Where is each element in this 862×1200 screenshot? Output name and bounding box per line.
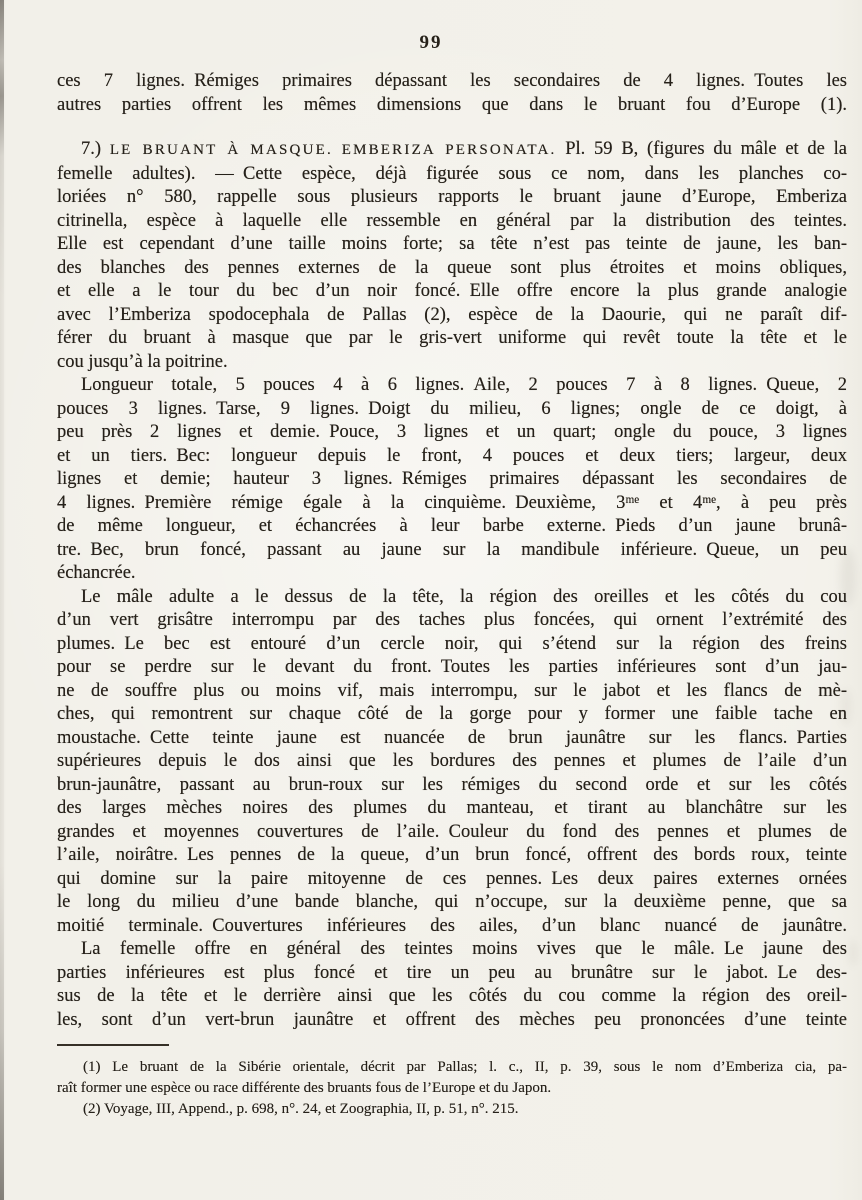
text-line: pouces 3 lignes. Tarse, 9 lignes. Doigt du milieu, 6 lignes; ongle de ce doigt, à — [57, 398, 847, 419]
measurements-paragraph — [57, 374, 847, 586]
text-line: tre. Bec, brun foncé, passant au jaune sur la mandibule inférieure. Queue, un peu — [57, 539, 847, 560]
text-line: (1) Le bruant de la Sibérie orientale, décrit par Pallas; l. c., II, p. 39, sous le nom d’Emberiza cia, pa- — [83, 1059, 847, 1075]
text-line: Longueur totale, 5 pouces 4 à 6 lignes. Aile, 2 pouces 7 à 8 lignes. Queue, 2 — [81, 375, 847, 395]
scan-edge-artifact — [0, 0, 4, 1200]
text-line: et elle a le tour du bec d’un noir foncé. Elle offre encore la plus grande analogie — [57, 281, 847, 301]
paragraph-continuation — [57, 70, 847, 117]
section-heading-rest: Pl. 59 B, (figures du mâle et de la — [565, 139, 848, 159]
text-line: et un tiers. Bec: longueur depuis le front, 4 pouces et deux tiers; largeur, deux — [57, 445, 847, 466]
footnote-1 — [57, 1057, 847, 1099]
text-line: moustache. Cette teinte jaune est nuancée de brun jaunâtre sur les flancs. Parties — [57, 727, 847, 748]
text-line: avec l’Emberiza spodocephala de Pallas (2), espèce de la Daourie, qui ne paraît dif- — [57, 304, 847, 325]
text-line: le long du milieu d’une bande blanche, qui n’occupe, sur la deuxième penne, que sa — [57, 892, 847, 912]
text-line: des larges mèches noires des plumes du manteau, et tirant au blanchâtre sur les — [57, 798, 847, 818]
text-line: femelle adultes). — Cette espèce, déjà figurée sous ce nom, dans les planches co- — [57, 163, 847, 184]
page-number: 99 — [419, 32, 443, 53]
text-line: échancrée. — [57, 563, 136, 583]
text-line: des blanches des pennes externes de la queue sont plus étroites et moins obliques, — [57, 257, 847, 278]
text-line: d’un vert grisâtre interrompu par des taches plus foncées, qui ornent l’extrémité des — [57, 610, 847, 630]
section-body-lines — [57, 163, 847, 375]
species-section-paragraph — [57, 138, 847, 374]
text-line: cou jusqu’à la poitrine. — [57, 351, 228, 372]
text-line: 4 lignes. Première rémige égale à la cinquième. Deuxième, 3ᵐᵉ et 4ᵐᵉ, à peu près — [57, 492, 847, 513]
text-line: sus de la tête et le derrière ainsi que les côtés du cou comme la région des oreil- — [57, 986, 847, 1006]
text-line: l’aile, noirâtre. Les pennes de la queue, d’un brun foncé, offrent des bords roux, teinte — [57, 845, 847, 865]
female-description-paragraph — [57, 938, 847, 1032]
footnote-separator — [57, 1044, 169, 1046]
text-line: raît former une espèce ou race différente des bruants fous de l’Europe et du Japon. — [57, 1080, 552, 1096]
text-line: citrinella, espèce à laquelle elle ressemble en général par la distribution des teintes. — [57, 210, 847, 231]
footnotes — [57, 1057, 847, 1120]
text-line: lignes et demie; hauteur 3 lignes. Rémiges primaires dépassant les secondaires de — [57, 469, 847, 489]
text-line: (2) Voyage, III, Append., p. 698, n°. 24, et Zoographia, II, p. 51, n°. 215. — [83, 1101, 519, 1117]
text-line: qui domine sur la paire mitoyenne de ces pennes. Les deux paires externes ornées — [57, 868, 847, 889]
text-line: Le mâle adulte a le dessus de la tête, la région des oreilles et les côtés du cou — [81, 586, 847, 607]
text-line: parties inférieures est plus foncé et tire un peu au brunâtre sur le jabot. Le des- — [57, 962, 847, 983]
text-line: ces 7 lignes. Rémiges primaires dépassant les secondaires de 4 lignes. Toutes les — [57, 71, 847, 91]
text-line: plumes. Le bec est entouré d’un cercle noir, qui s’étend sur la région des freins — [57, 633, 847, 654]
text-line: pour se perdre sur le devant du front. Toutes les parties inférieures sont d’un jau- — [57, 657, 847, 677]
scan-artifact — [848, 940, 858, 966]
male-description-paragraph — [57, 586, 847, 939]
text-line: moitié terminale. Couvertures inférieures des ailes, d’un blanc nuancé de jaunâtre. — [57, 915, 847, 936]
section-heading — [57, 138, 847, 163]
text-line: férer du bruant à masque que par le gris-vert uniforme qui revêt toute la tête et le — [57, 328, 847, 348]
section-number: 7.) — [81, 139, 102, 159]
text-line: les, sont d’un vert-brun jaunâtre et offrent des mèches peu prononcées d’une teinte — [57, 1009, 847, 1030]
text-line: peu près 2 lignes et demie. Pouce, 3 lignes et un quart; ongle du pouce, 3 lignes — [57, 422, 847, 442]
text-line: brun-jaunâtre, passant au brun-roux sur les rémiges du second orde et sur les côtés — [57, 774, 847, 795]
text-line: Elle est cependant d’une taille moins forte; sa tête n’est pas teinte de jaune, les ban- — [57, 234, 847, 254]
text-line: de même longueur, et échancrées à leur barbe externe. Pieds d’un jaune brunâ- — [57, 516, 847, 536]
text-line: loriées n° 580, rappelle sous plusieurs rapports le bruant jaune d’Europe, Emberiza — [57, 187, 847, 207]
text-line: supérieures depuis le dos ainsi que les bordures des pennes et plumes de l’aile d’un — [57, 751, 847, 771]
text-line: autres parties offrent les mêmes dimensions que dans le bruant fou d’Europe (1). — [57, 94, 847, 115]
text-line: ches, qui remontrent sur chaque côté de la gorge pour y former une faible tache en — [57, 704, 847, 724]
text-line: grandes et moyennes couvertures de l’aile. Couleur du fond des pennes et plumes de — [57, 821, 847, 842]
text-line: ne de souffre plus ou moins vif, mais interrompu, sur le jabot et les flancs de mè- — [57, 680, 847, 701]
text-block — [57, 70, 847, 1120]
text-line: La femelle offre en général des teintes moins vives que le mâle. Le jaune des — [81, 939, 847, 959]
species-name-french: LE BRUANT À MASQUE. — [109, 142, 333, 158]
footnote-2 — [57, 1099, 847, 1120]
species-name-latin: EMBERIZA PERSONATA. — [341, 142, 557, 158]
